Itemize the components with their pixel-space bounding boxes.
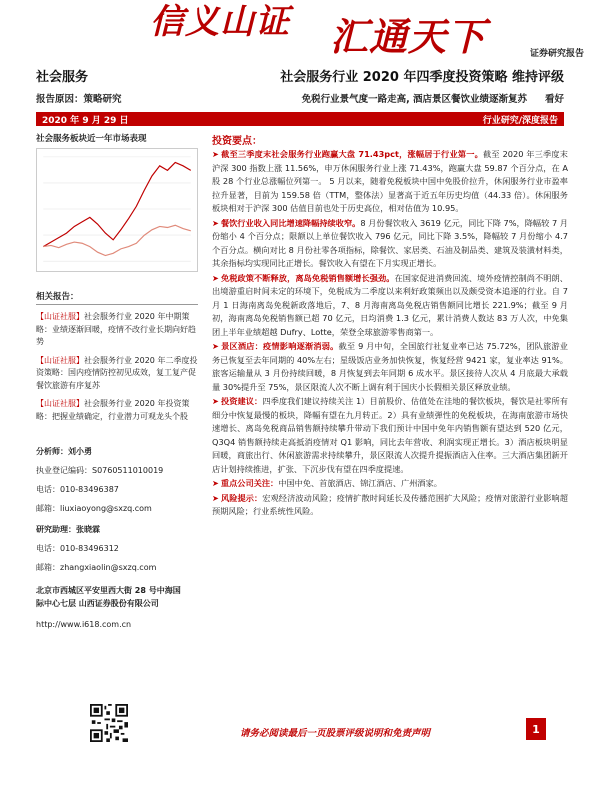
assistant-phone: 电话：010-83496312 bbox=[36, 544, 119, 553]
related-source: 【山证社服】 bbox=[36, 312, 84, 321]
arrow-icon: ➤ bbox=[212, 341, 219, 351]
qr-code-icon bbox=[90, 704, 128, 742]
point-5-text: 四季度我们建议持续关注 1）目前股价、估值处在洼地的餐饮板块，餐饮是社零所有细分中恢复最慢的板块，降幅有望在九月转正。2）具有业绩弹性的免税板块，在海南旅游市场快速增长、离岛免税商品销售额持续攀升带动下我们预计中国中免年内销售额有望达到 520 亿元，Q3Q4 销售额持续走高抵消疫情对 Q1 影响，同比去年营收、利润实现正增长。3）酒店板块明显回暖，商旅出行、休闲旅游需求持续攀升，景区限流人次提升提振酒店入住率。三大酒店集团新开店计划持续推进，扩张、下沉步伐有望在四季度提速。 bbox=[212, 396, 568, 474]
report-subtitle: 免税行业景气度一路走高, 酒店景区餐饮业绩逐渐复苏 bbox=[301, 94, 527, 105]
report-date: 2020 年 9 月 29 日 bbox=[42, 115, 129, 126]
related-text: 社会服务行业 2020 年二季度投资策略：国内疫情防控初见成效，复工复产促餐饮旅游有序复苏 bbox=[36, 355, 198, 390]
market-performance-chart bbox=[36, 148, 198, 272]
point-5 bbox=[212, 395, 568, 476]
point-6-text: 中国中免、首旅酒店、锦江酒店、广州酒家。 bbox=[278, 478, 442, 488]
arrow-icon: ➤ bbox=[212, 149, 219, 159]
page-number: 1 bbox=[526, 718, 546, 740]
company-address bbox=[36, 584, 198, 631]
point-4 bbox=[212, 340, 568, 394]
date-bar bbox=[36, 112, 564, 126]
related-report-3[interactable] bbox=[36, 398, 198, 423]
point-2-text: 8 月份餐饮收入 3619 亿元，同比下降 7%，降幅较 7 月份缩小 4 个百分点；限额以上单位餐饮收入 796 亿元，同比下降 3.5%，降幅较 7 月份缩小 4.7 个百分点。横向对比 8 月份社零各项指标，除餐饮、家居类、石油及制品类、建筑及装潢材料类，其余指标均实现同比正增长。餐饮收入有望在下月实现正增长。 bbox=[212, 217, 568, 268]
industry-name: 社会服务 bbox=[36, 70, 89, 85]
right-column bbox=[212, 132, 568, 519]
point-6 bbox=[212, 477, 568, 491]
point-4-headline: 景区酒店：疫情影响逐渐消弱。 bbox=[220, 341, 339, 351]
assistant-email[interactable]: 邮箱：zhangxiaolin@sxzq.com bbox=[36, 563, 157, 572]
report-reason: 报告原因：策略研究 bbox=[36, 94, 122, 105]
arrow-icon: ➤ bbox=[212, 396, 219, 406]
series-line-1 bbox=[43, 225, 191, 255]
point-2 bbox=[212, 217, 568, 271]
point-6-headline: 重点公司关注： bbox=[220, 478, 279, 488]
related-report-2[interactable] bbox=[36, 355, 198, 393]
address-line-2: 际中心七层 山西证券股份有限公司 bbox=[36, 599, 159, 608]
arrow-icon: ➤ bbox=[212, 478, 219, 488]
arrow-icon: ➤ bbox=[212, 272, 219, 283]
chart-title: 社会服务板块近一年市场表现 bbox=[36, 134, 147, 144]
related-reports-title: 相关报告： bbox=[36, 290, 198, 305]
point-1 bbox=[212, 148, 568, 216]
analyst-phone: 电话：010-83496387 bbox=[36, 485, 119, 494]
arrow-icon: ➤ bbox=[212, 217, 219, 228]
website-link[interactable]: http://www.i618.com.cn bbox=[36, 620, 132, 629]
related-text: 社会服务行业 2020 年中期策略：业绩逐渐回暖，疫情不改行业长期向好趋势 bbox=[36, 312, 196, 346]
slogan-part1: 信义山证 bbox=[150, 2, 290, 42]
point-7 bbox=[212, 492, 568, 519]
related-source: 【山证社服】 bbox=[36, 355, 84, 365]
related-text: 社会服务行业 2020 年投资策略：把握业绩确定，行业潜力可观龙头个股 bbox=[36, 399, 190, 421]
point-7-text: 宏观经济波动风险；疫情扩散时间延长及传播范围扩大风险；疫情对旅游行业影响超预期风险；行业系统性风险。 bbox=[212, 492, 568, 516]
left-column bbox=[36, 132, 198, 631]
report-type: 证券研究报告 bbox=[529, 49, 584, 59]
banner bbox=[0, 0, 600, 62]
point-3 bbox=[212, 272, 568, 340]
arrow-icon: ➤ bbox=[212, 492, 219, 503]
analyst-cert: 执业登记编码：S0760511010019 bbox=[36, 466, 164, 475]
report-category: 行业研究/深度报告 bbox=[482, 115, 558, 126]
disclaimer-note: 请务必阅读最后一页股票评级说明和免责声明 bbox=[240, 728, 431, 739]
slogan-part2: 汇通天下 bbox=[330, 14, 487, 59]
point-2-headline: 餐饮行业收入同比增速降幅持续收窄。 bbox=[220, 217, 361, 228]
point-4-text: 截至 9 月中旬，全国旅行社复业率已达 75.72%，团队旅游业务已恢复至去年同期的 40%左右；星级饭店业务加快恢复，恢复经营 9421 家，复业率达 91%。旅客运输量从 3 月份持续回暖，8 月恢复到去年同期 6 成水平。景区接待人次从 4 月底最大承载量 30%提升至 75%，景区限流人次不断上调有利于国庆小长假相关景区释放业绩。 bbox=[212, 341, 568, 392]
report-header bbox=[36, 66, 564, 105]
rating: 看好 bbox=[544, 94, 564, 105]
point-3-headline: 免税政策不断释放，离岛免税销售额增长强劲。 bbox=[220, 272, 395, 283]
report-title: 社会服务行业 2020 年四季度投资策略 维持评级 bbox=[280, 70, 564, 85]
chart-grid bbox=[43, 157, 191, 261]
analyst-email[interactable]: 邮箱：liuxiaoyong@sxzq.com bbox=[36, 504, 152, 513]
point-3-text: 在国家促进消费回流、境外疫情控制尚不明朗、出境游重启时间未定的环境下，免税成为二季度以来利好政策频出以及颇受资本追逐的行业。自 7 月 1 日海南离岛免税新政落地后，7、8 月海南离岛免税店销售额同比增长 221.9%；截至 9 月初，海南离岛免税销售额已超 70 亿元，日均消费 1.3 亿元，累计消费人数达 83 万人次，中免集团上半年业绩超越 Dufry、Lotte，荣登全球旅游零售商第一。 bbox=[212, 272, 568, 337]
point-5-headline: 投资建议： bbox=[220, 396, 263, 406]
point-7-headline: 风险提示： bbox=[220, 492, 263, 503]
analyst-block bbox=[36, 445, 198, 574]
series-line-0 bbox=[43, 162, 191, 246]
point-1-text: 截至 2020 年三季度末沪深 300 指数上涨 11.56%，申万休闲服务行业上涨 71.43%，跑赢大盘 59.87 个百分点，在 A 股 28 个行业总涨幅位列第一。 5 月以来，随着免税板块中国中免股价拉升，休闲服务行业市盈率拉升显著，目前为 159.58 倍（TTM，整体法）显著高于近五年历史均值（44.33 倍）。休闲服务板块相对于沪深 300 估值目前也处于历史高位，相对估值为 10.95。 bbox=[212, 149, 568, 213]
related-report-1[interactable] bbox=[36, 311, 198, 349]
point-1-headline: 截至三季度末社会服务行业跑赢大盘 71.43pct，涨幅居于行业第一。 bbox=[220, 149, 484, 159]
assistant-name: 研究助理：张晓霖 bbox=[36, 525, 100, 534]
address-line-1: 北京市西城区平安里西大街 28 号中海国 bbox=[36, 586, 181, 595]
related-source: 【山证社服】 bbox=[36, 399, 84, 408]
analyst-name: 分析师：刘小勇 bbox=[36, 447, 92, 456]
investment-points-title: 投资要点： bbox=[212, 136, 262, 147]
